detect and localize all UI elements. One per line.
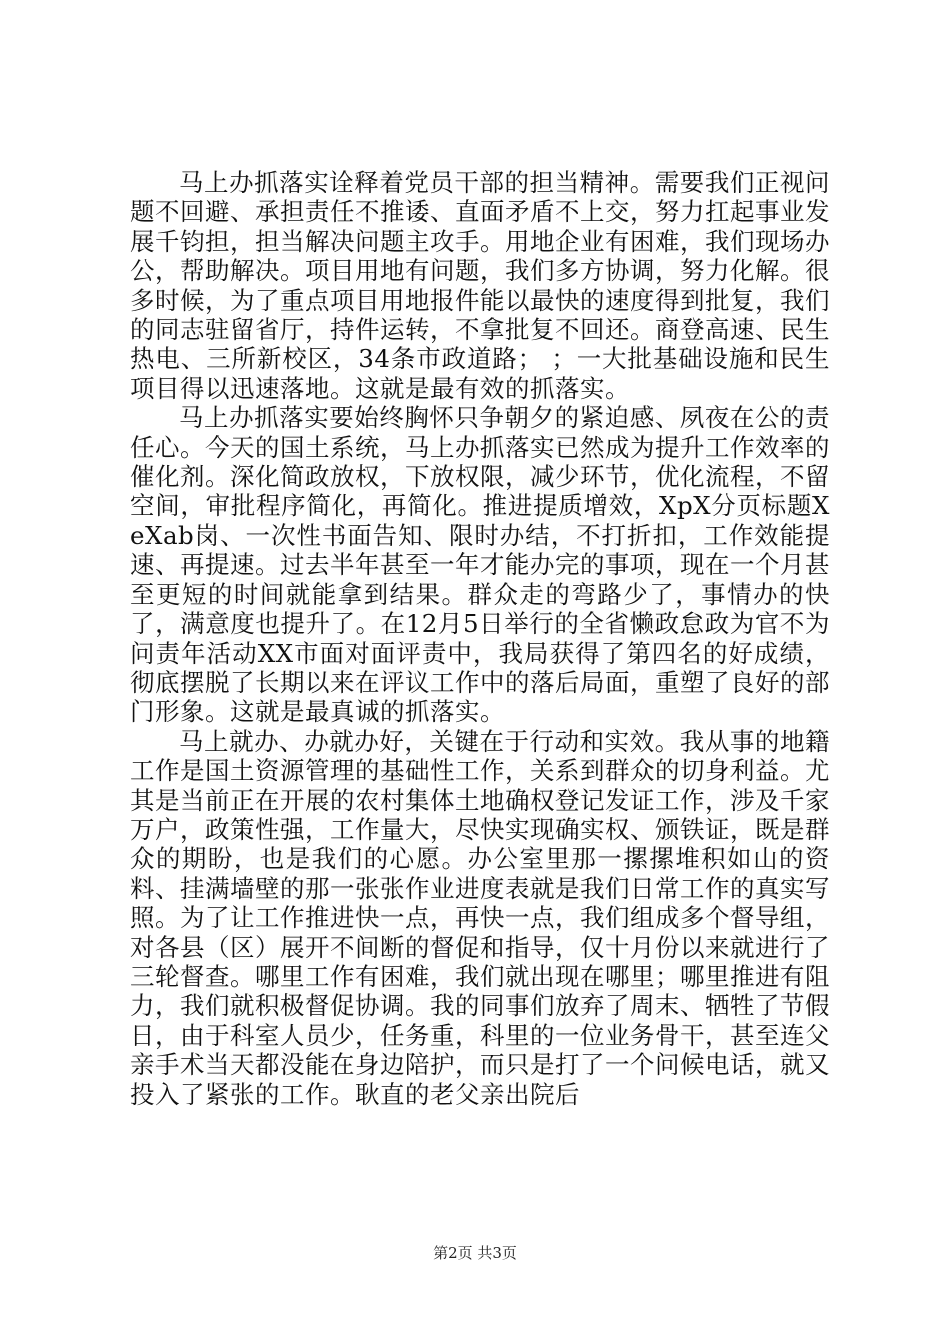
paragraph-2: 马上办抓落实要始终胸怀只争朝夕的紧迫感、夙夜在公的责任心。今天的国土系统，马上办抓落实已然成为提升工作效率的催化剂。深化简政放权，下放权限，减少环节，优化流程，不留空间，审批程序简化，再简化。推进提质增效，XpX分页标题XeXab岗、一次性书面告知、限时办结，不打折扣，工作效能提速、再提速。过去半年甚至一年才能办完的事项，现在一个月甚至更短的时间就能拿到结果。群众走的弯路少了，事情办的快了，满意度也提升了。在12月5日举行的全省懒政怠政为官不为问责年活动XX市面对面评责中，我局获得了第四名的好成绩，彻底摆脱了长期以来在评议工作中的落后局面，重塑了良好的部门形象。这就是最真诚的抓落实。: [130, 403, 830, 727]
paragraph-1: 马上办抓落实诠释着党员干部的担当精神。需要我们正视问题不回避、承担责任不推诿、直面矛盾不上交，努力扛起事业发展千钧担，担当解决问题主攻手。用地企业有困难，我们现场办公，帮助解决。项目用地有问题，我们多方协调，努力化解。很多时候，为了重点项目用地报件能以最快的速度得到批复，我们的同志驻留省厅，持件运转，不拿批复不回还。商登高速、民生热电、三所新校区，34条市政道路； ；一大批基础设施和民生项目得以迅速落地。这就是最有效的抓落实。: [130, 168, 830, 403]
paragraph-3: 马上就办、办就办好，关键在于行动和实效。我从事的地籍工作是国土资源管理的基础性工作，关系到群众的切身利益。尤其是当前正在开展的农村集体土地确权登记发证工作，涉及千家万户，政策性强，工作量大，尽快实现确实权、颁铁证，既是群众的期盼，也是我们的心愿。办公室里那一摞摞堆积如山的资料、挂满墙壁的那一张张作业进度表就是我们日常工作的真实写照。为了让工作推进快一点，再快一点，我们组成多个督导组，对各县（区）展开不间断的督促和指导，仅十月份以来就进行了三轮督查。哪里工作有困难，我们就出现在哪里；哪里推进有阻力，我们就积极督促协调。我的同事们放弃了周末、牺牲了节假日，由于科室人员少，任务重，科里的一位业务骨干，甚至连父亲手术当天都没能在身边陪护，而只是打了一个问候电话，就又投入了紧张的工作。耿直的老父亲出院后: [130, 726, 830, 1109]
page-footer: [0, 1243, 950, 1263]
page-number: 第2页 共3页: [433, 1244, 517, 1262]
body-text: [130, 168, 830, 1109]
